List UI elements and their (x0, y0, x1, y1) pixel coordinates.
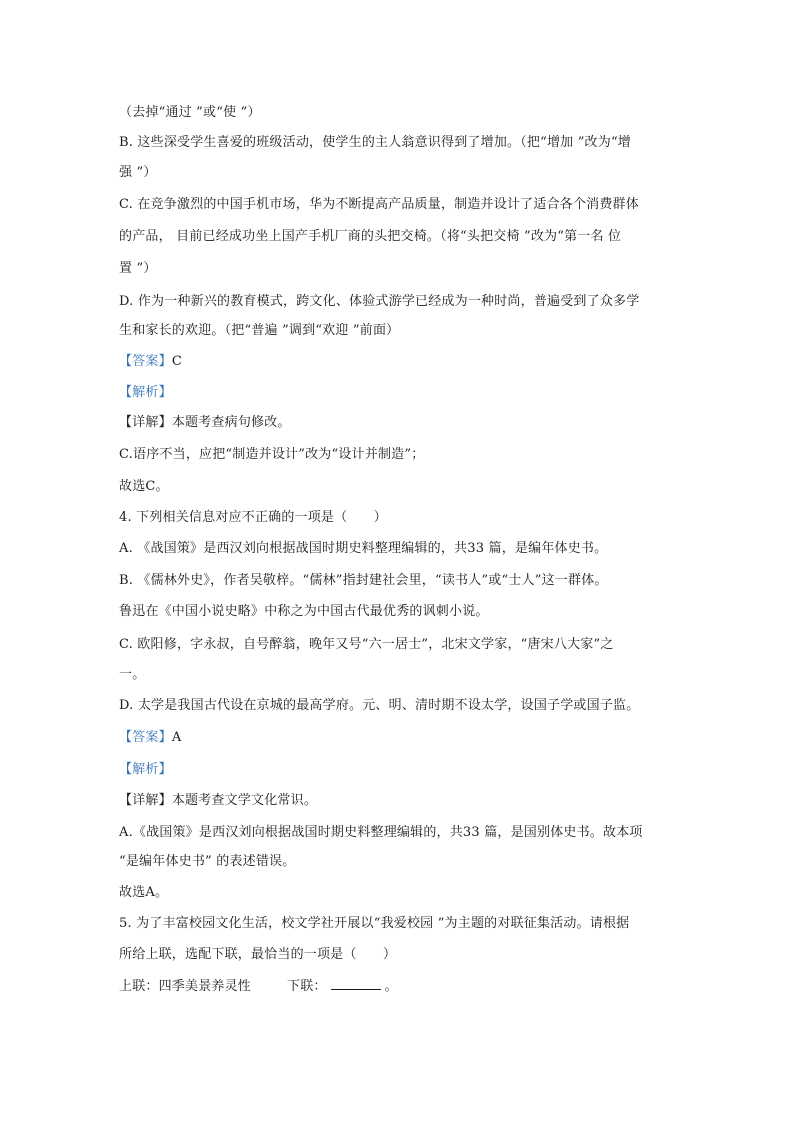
answer-value: C (171, 354, 182, 369)
answer-line (119, 353, 182, 371)
question-4: 4. 下列相关信息对应不正确的一项是（ ） (119, 510, 387, 525)
analysis-tag: 【解析】 (119, 385, 172, 400)
text-line: 强 ”） (119, 165, 157, 180)
answer-value: A (171, 730, 182, 745)
answer-tag: 【答案】 (119, 354, 172, 369)
option-c: C. 在竞争激烈的中国手机市场，华为不断提高产品质量，制造并设计了适合各个消费群体 (119, 197, 639, 212)
text-line: 一。 (119, 667, 146, 682)
text-line: “是编年体史书” 的表述错误。 (119, 854, 296, 869)
text-line: （去掉“通过 ”或“使 ”） (119, 105, 261, 120)
couplet-line (119, 977, 398, 996)
option-a: A. 《战国策》是西汉刘向根据战国时期史料整理编辑的，共33 篇，是编年体史书。 (119, 541, 608, 556)
detail-text: 本题考查病句修改。 (171, 415, 291, 430)
detail-line (119, 792, 317, 810)
period: 。 (384, 979, 398, 994)
answer-line (119, 729, 181, 747)
lower-couplet-label: 下联： (287, 979, 327, 994)
detail-line (119, 414, 291, 432)
analysis-line (119, 384, 172, 402)
detail-tag: 【详解】 (119, 415, 172, 430)
text-line: C.语序不当，应把“制造并设计”改为“设计并制造”； (119, 447, 425, 462)
detail-text: 本题考查文学文化常识。 (171, 793, 318, 808)
upper-couplet: 上联：四季美景养灵性 (119, 979, 252, 994)
text-line: 故选A。 (119, 885, 169, 900)
option-c: C. 欧阳修，字永叔，自号醉翁，晚年又号“六一居士”，北宋文学家，“唐宋八大家”之 (119, 637, 614, 652)
option-b: B. 这些深受学生喜爱的班级活动，使学生的主人翁意识得到了增加。（把“增加 ”改为“增 (119, 135, 631, 150)
question-5: 5. 为了丰富校园文化生活，校文学社开展以“我爱校园 ”为主题的对联征集活动。请根据 (119, 916, 630, 931)
analysis-tag: 【解析】 (119, 762, 172, 777)
option-b: B. 《儒林外史》，作者吴敬梓。“儒林”指封建社会里，“读书人”或“士人”这一群体。 (119, 573, 608, 588)
detail-tag: 【详解】 (119, 793, 172, 808)
analysis-line (119, 761, 172, 779)
answer-blank (331, 977, 381, 990)
text-line: 所给上联，选配下联，最恰当的一项是（ ） (119, 947, 397, 962)
option-d: D. 作为一种新兴的教育模式，跨文化、体验式游学已经成为一种时尚，普遍受到了众多学 (119, 294, 640, 309)
text-line: 生和家长的欢迎。（把“普遍 ”调到“欢迎 ”前面） (119, 323, 400, 338)
text-line: 鲁迅在《中国小说史略》中称之为中国古代最优秀的讽刺小说。 (119, 604, 489, 619)
text-line: 置 ”） (119, 261, 157, 276)
option-d: D. 太学是我国古代设在京城的最高学府。元、明、清时期不设太学，设国子学或国子监。 (119, 698, 640, 713)
text-line: 的产品， 目前已经成功坐上国产手机厂商的头把交椅。（将“头把交椅 ”改为“第一名 位 (119, 229, 622, 244)
answer-tag: 【答案】 (119, 730, 172, 745)
text-line: A.《战国策》是西汉刘向根据战国时期史料整理编辑的，共33 篇，是国别体史书。故本项 (119, 825, 643, 840)
text-line: 故选C。 (119, 479, 169, 494)
